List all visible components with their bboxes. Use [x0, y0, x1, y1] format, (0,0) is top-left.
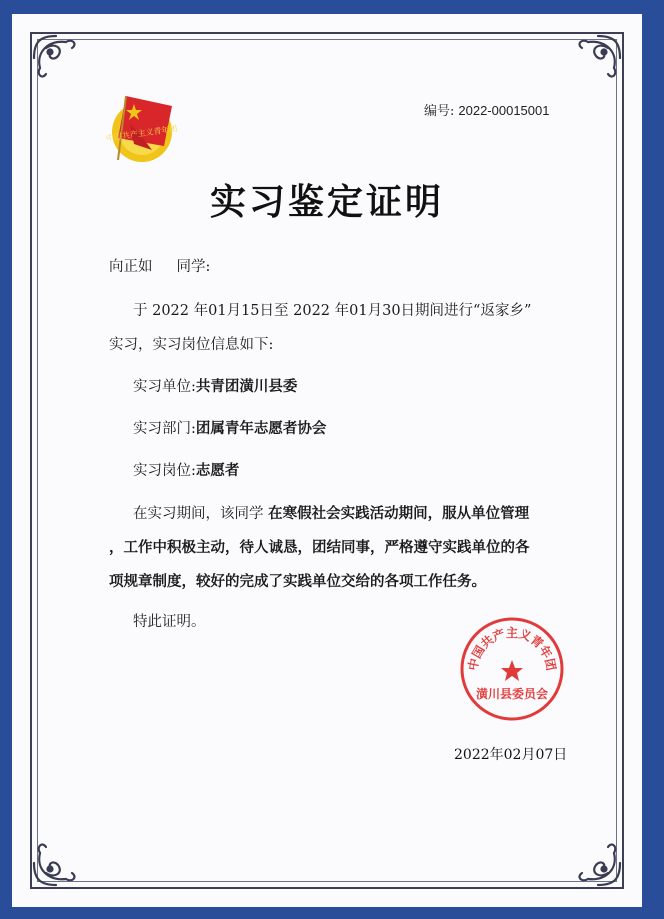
- serial-number: [424, 100, 553, 119]
- evaluation-prefix: 在实习期间，该同学: [133, 506, 264, 522]
- serial-value: 2022-00015001: [458, 103, 550, 118]
- serial-label: 编号:: [424, 104, 455, 119]
- intro-line-1: 于 2022 年01月15日至 2022 年01月30日期间进行“返家乡”: [133, 303, 532, 319]
- recipient-name: 向正如: [109, 259, 153, 275]
- corner-ornament-top-left: [26, 28, 98, 100]
- emblem-text: 中国共产主义青年团: [105, 124, 178, 143]
- seal-center-text: 潢川县委员会: [475, 687, 549, 701]
- official-seal: [457, 614, 567, 724]
- internship-post-row: [133, 459, 239, 480]
- dept-value: 团属青年志愿者协会: [195, 421, 327, 437]
- corner-ornament-bottom-right: [556, 821, 628, 893]
- salutation: [109, 255, 210, 276]
- document-title: 实习鉴定证明: [209, 181, 444, 223]
- evaluation-line-2: ，工作中积极主动，待人诚恳，团结同事，严格遵守实践单位的各: [109, 540, 530, 556]
- corner-ornament-bottom-left: [26, 821, 98, 893]
- certificate-sheet: [12, 14, 642, 907]
- post-label: 实习岗位:: [133, 463, 196, 479]
- evaluation-line-1: [133, 502, 529, 523]
- unit-label: 实习单位:: [133, 379, 196, 395]
- corner-ornament-top-right: [556, 28, 628, 100]
- seal-ring-text: 中国共产主义青年团: [465, 626, 559, 672]
- internship-department-row: [133, 417, 326, 438]
- evaluation-bold-text: 在寒假社会实践活动期间，服从单位管理: [268, 506, 530, 522]
- intro-line-2: 实习，实习岗位信息如下:: [109, 337, 274, 353]
- issue-date: 2022年02月07日: [454, 747, 568, 763]
- recipient-suffix: 同学:: [176, 259, 211, 275]
- seal-star-icon: [501, 660, 523, 681]
- internship-unit-row: [133, 375, 297, 396]
- post-value: 志愿者: [195, 463, 240, 479]
- closing-statement: 特此证明。: [133, 614, 206, 630]
- youth-league-emblem: [104, 80, 184, 170]
- unit-value: 共青团潢川县委: [195, 379, 298, 395]
- evaluation-line-3: 项规章制度，较好的完成了实践单位交给的各项工作任务。: [109, 574, 486, 590]
- dept-label: 实习部门:: [133, 421, 196, 437]
